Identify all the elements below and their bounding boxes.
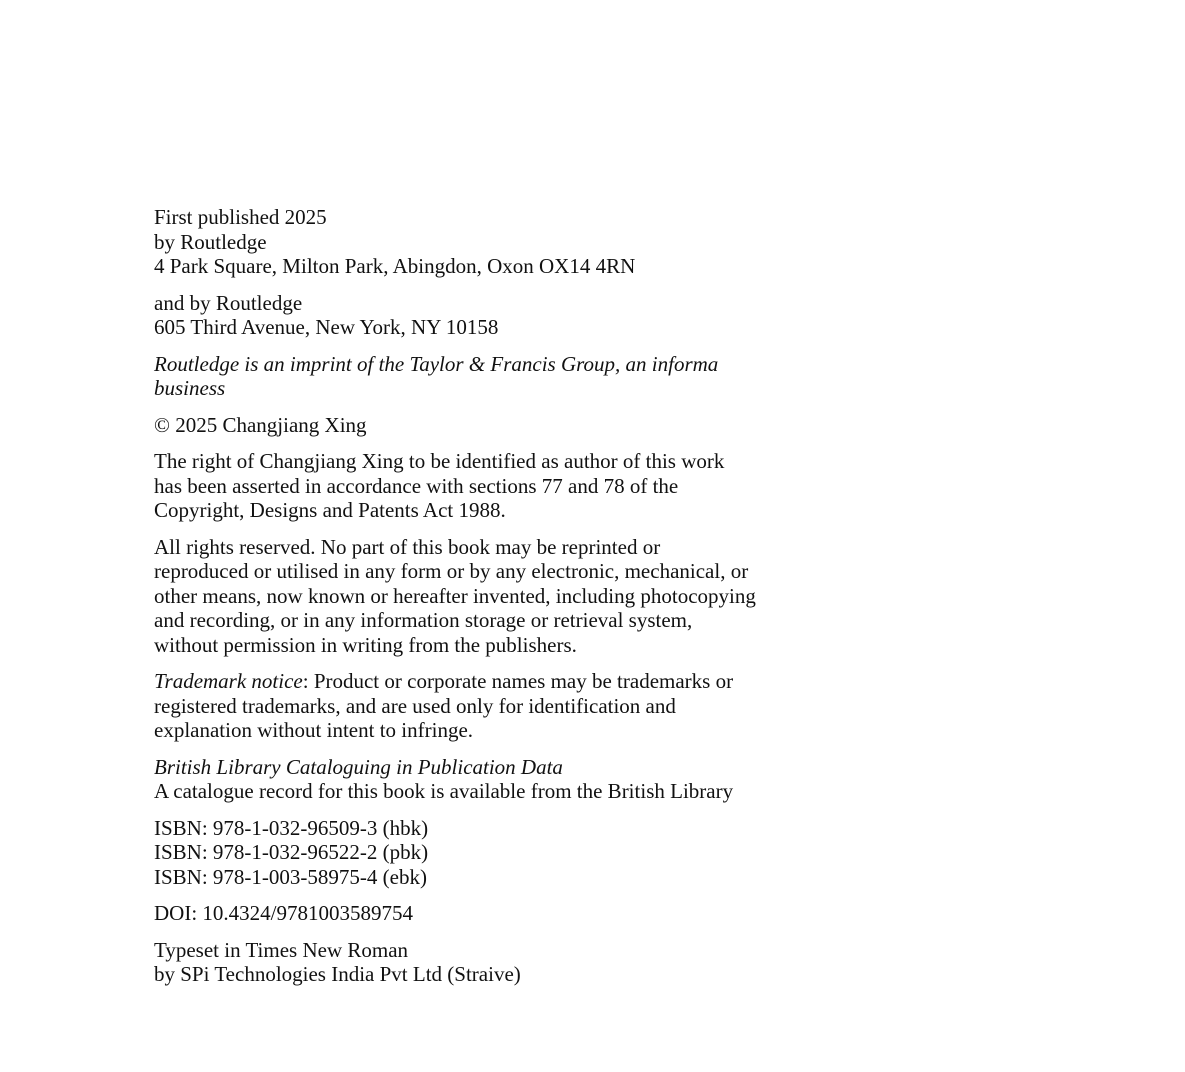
rights-reserved-line: All rights reserved. No part of this book may be reprinted or	[154, 534, 661, 559]
rights-reserved-line: other means, now known or hereafter invented, including photocopying	[154, 583, 756, 608]
rights-reserved-line: reproduced or utilised in any form or by any electronic, mechanical, or	[154, 559, 749, 583]
typeset-line-1: Typeset in Times New Roman	[154, 937, 409, 962]
imprint-statement	[154, 352, 854, 401]
imprint-line-1: Routledge is an imprint of the Taylor & Francis Group, an informa	[154, 351, 719, 376]
typeset-info	[154, 938, 854, 987]
isbn-list	[154, 816, 854, 890]
trademark-line-1	[154, 669, 854, 694]
publication-info-2	[154, 291, 854, 340]
first-published: First published 2025	[154, 205, 327, 229]
doi-block	[154, 901, 854, 926]
trademark-line-2: registered trademarks, and are used only for identification and	[154, 693, 676, 718]
publisher-1-address: 4 Park Square, Milton Park, Abingdon, Oxon OX14 4RN	[154, 254, 636, 278]
rights-reserved-line: without permission in writing from the publishers.	[154, 632, 577, 657]
trademark-line-3: explanation without intent to infringe.	[154, 718, 474, 742]
trademark-line-1-text: : Product or corporate names may be trademarks or	[302, 669, 734, 693]
cataloguing-title: British Library Cataloguing in Publication Data	[154, 754, 563, 779]
doi: DOI: 10.4324/9781003589754	[154, 901, 413, 925]
isbn-hbk: ISBN: 978-1-032-96509-3 (hbk)	[154, 815, 429, 840]
cataloguing-data	[154, 755, 854, 804]
trademark-label: Trademark notice	[154, 669, 303, 693]
publisher-2: and by Routledge	[154, 290, 303, 315]
typeset-line-2: by SPi Technologies India Pvt Ltd (Straive)	[154, 962, 521, 986]
author-rights-line: has been asserted in accordance with sections 77 and 78 of the	[154, 473, 679, 498]
author-rights-line: The right of Changjiang Xing to be identified as author of this work	[154, 449, 725, 473]
publisher-1: by Routledge	[154, 229, 267, 254]
rights-reserved-line: and recording, or in any information storage or retrieval system,	[154, 608, 693, 632]
isbn-ebk: ISBN: 978-1-003-58975-4 (ebk)	[154, 864, 427, 889]
publisher-2-address: 605 Third Avenue, New York, NY 10158	[154, 315, 499, 339]
copyright-line: © 2025 Changjiang Xing	[154, 412, 367, 437]
author-rights	[154, 449, 854, 523]
trademark-notice	[154, 669, 854, 743]
publication-info	[154, 205, 854, 279]
rights-reserved	[154, 535, 854, 658]
author-rights-line: Copyright, Designs and Patents Act 1988.	[154, 498, 506, 522]
isbn-pbk: ISBN: 978-1-032-96522-2 (pbk)	[154, 840, 429, 864]
cataloguing-record: A catalogue record for this book is available from the British Library	[154, 779, 734, 803]
copyright-page	[154, 205, 854, 999]
imprint-line-2: business	[154, 376, 226, 400]
copyright-notice	[154, 413, 854, 438]
